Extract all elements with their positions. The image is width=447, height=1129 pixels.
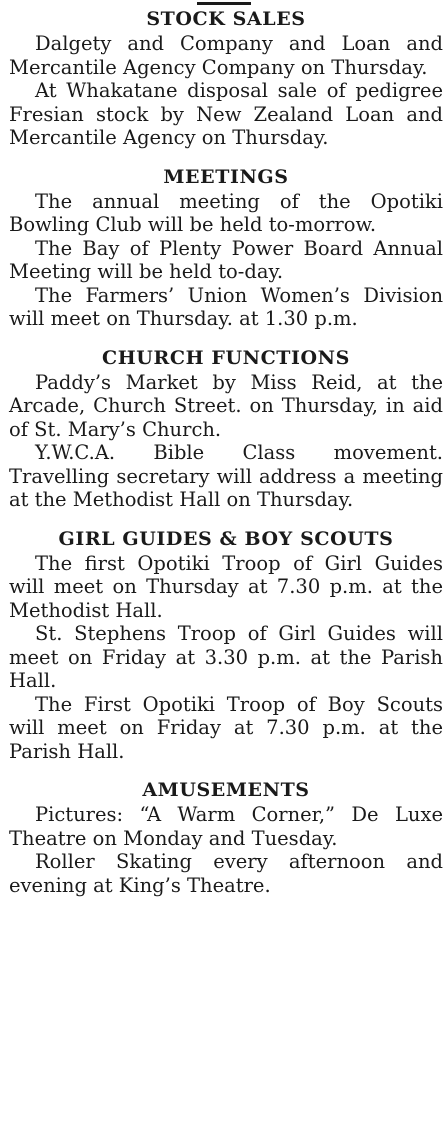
section-paragraph: The first Opotiki Troop of Girl Guides will meet on Thursday at 7.30 p.m. at the Methodist Hall. [9, 551, 443, 622]
section-gap [9, 763, 443, 777]
section-paragraph: Roller Skating every afternoon and evening at King’s Theatre. [9, 850, 443, 897]
section-paragraph: The Farmers’ Union Women’s Division will meet on Thursday. at 1.30 p.m. [9, 283, 443, 330]
section-heading: CHURCH FUNCTIONS [102, 346, 350, 369]
section-paragraph: The annual meeting of the Opotiki Bowling Club will be held to-morrow. [9, 189, 443, 236]
section-church-functions [9, 345, 443, 512]
section-amusements [9, 777, 443, 897]
section-paragraph: Paddy’s Market by Miss Reid, at the Arcade, Church Street. on Thursday, in aid of St. Mary’s Church. [9, 370, 443, 441]
section-heading: MEETINGS [163, 165, 289, 188]
section-heading: AMUSEMENTS [142, 779, 310, 801]
section-paragraph: The First Opotiki Troop of Boy Scouts will meet on Friday at 7.30 p.m. at the Parish Hall. [9, 692, 443, 763]
section-stock-sales [9, 0, 443, 150]
section-paragraph: The Bay of Plenty Power Board Annual Meeting will be held to-day. [9, 236, 443, 283]
section-paragraph: Pictures: “A Warm Corner,” De Luxe Theatre on Monday and Tuesday. [9, 803, 443, 850]
section-paragraph: Y.W.C.A. Bible Class movement. Travelling secretary will address a meeting at the Methodist Hall on Thursday. [9, 441, 443, 511]
section-paragraph: Dalgety and Company and Loan and Mercantile Agency Company on Thursday. [9, 32, 443, 79]
section-paragraph: St. Stephens Troop of Girl Guides will meet on Friday at 3.30 p.m. at the Parish Hall. [9, 622, 443, 692]
section-gap [9, 150, 443, 164]
section-girl-guides-boy-scouts [9, 526, 443, 764]
section-gap [9, 331, 443, 345]
section-heading: GIRL GUIDES & BOY SCOUTS [58, 527, 394, 550]
section-meetings [9, 164, 443, 331]
top-rule-divider [197, 2, 251, 5]
section-heading: STOCK SALES [146, 8, 306, 30]
section-gap [9, 512, 443, 526]
section-paragraph: At Whakatane disposal sale of pedigree Fresian stock by New Zealand Loan and Mercantile Agency on Thursday. [9, 79, 443, 149]
